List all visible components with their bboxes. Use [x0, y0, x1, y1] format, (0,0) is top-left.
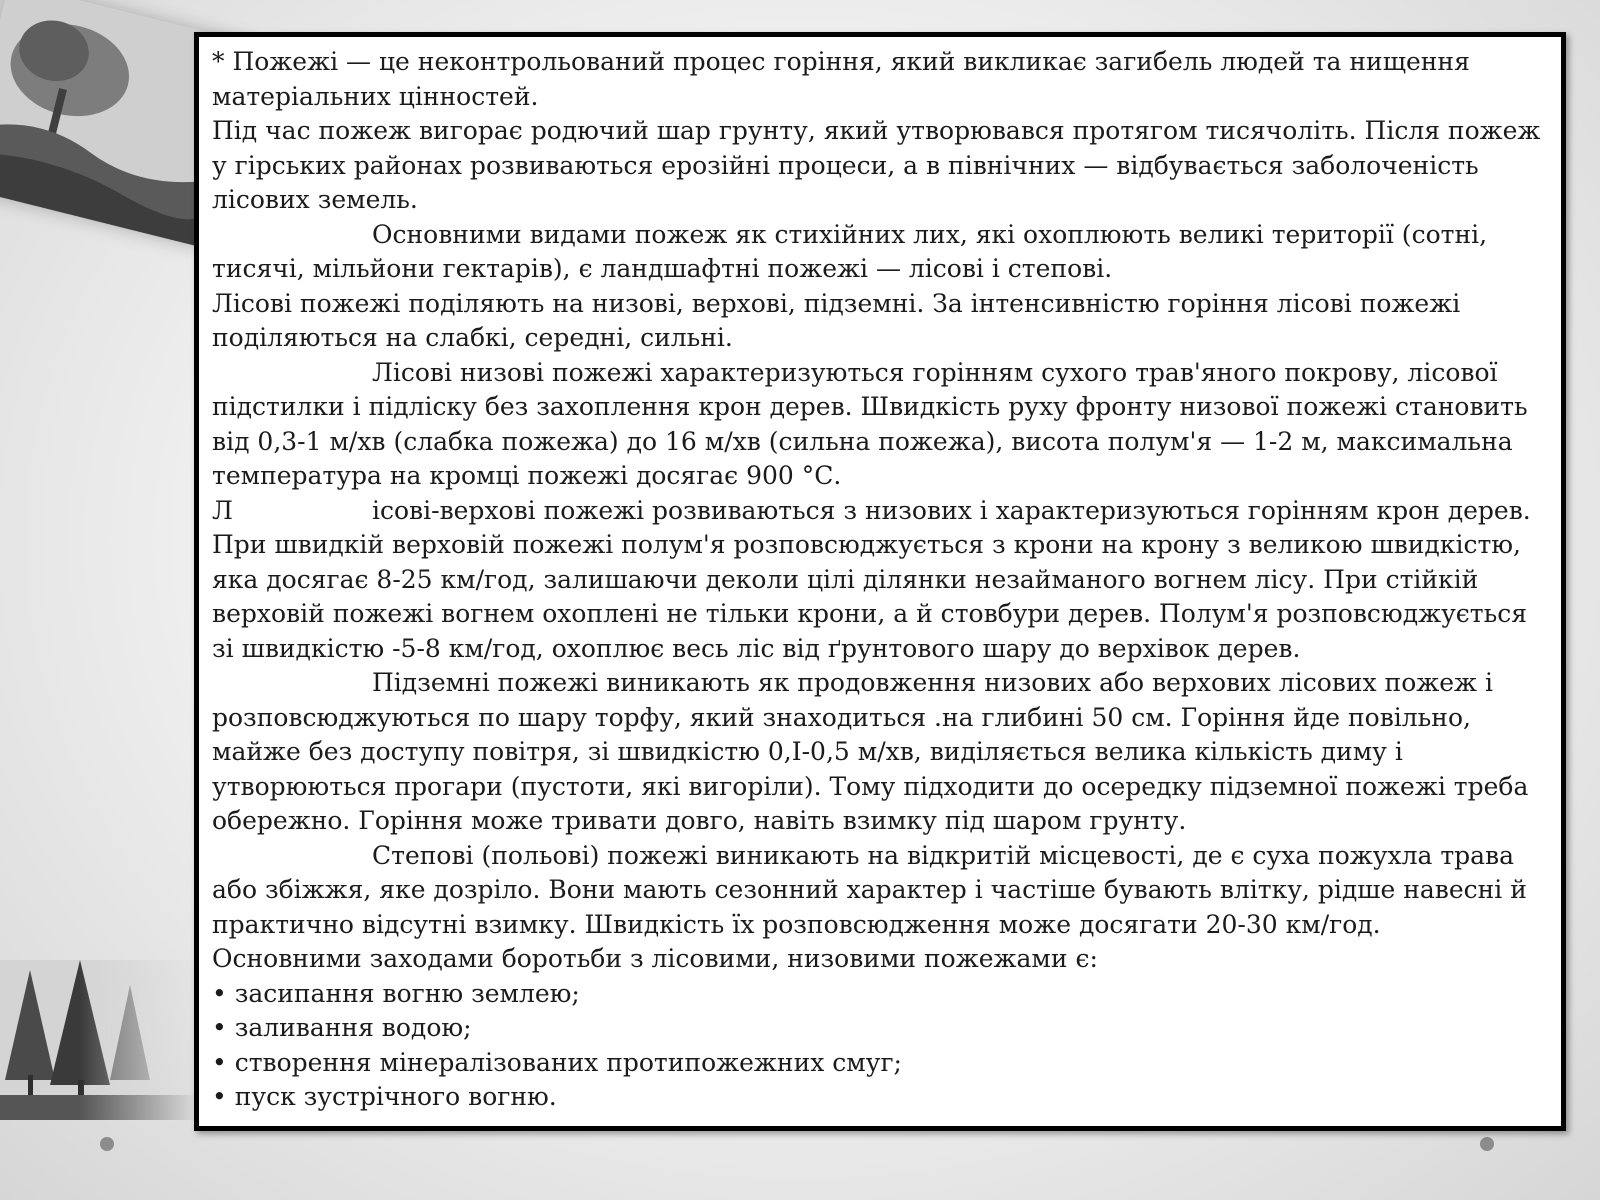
paragraph-text: Лісові пожежі поділяють на низові, верхові, підземні. За інтенсивністю горіння лісові пожежі поділяються на слабкі, середні, сильні. [212, 288, 1469, 352]
paragraph-ground-fires [212, 356, 1551, 494]
paragraph-text: Основними заходами боротьби з лісовими, низовими пожежами є: [212, 944, 1098, 973]
slide-dot-right [1480, 1137, 1494, 1151]
paragraph-text: Степові (польові) пожежі виникають на відкритій місцевості, де є суха пожухла трава або збіжжя, яке дозріло. Вони мають сезонний характер і частіше бувають влітку, рідше навесні й практично відсутні взимку. Швидкість їх розповсюдження може досягати 20-30 км/год. [212, 840, 1535, 939]
paragraph-underground-fires [212, 666, 1551, 839]
forest-photo-bottom-art [0, 960, 200, 1120]
paragraph-definition [212, 45, 1551, 114]
paragraph-crown-fires [212, 494, 1551, 667]
paragraph-measures-intro [212, 942, 1551, 977]
slide-dot-left [100, 1137, 114, 1151]
paragraph-text: * Пожежі — це неконтрольований процес горіння, який викликає загибель людей та нищення матеріальних цінностей. [212, 47, 1478, 111]
paragraph-text: Лісові низові пожежі характеризуються горінням сухого трав'яного покрову, лісової підстилки і підліску без захоплення крон дерев. Швидкість руху фронту низової пожежі становить від 0,3-1 м/хв (слабка пожежа) до 16 м/хв (сильна пожежа), висота полум'я — 1-2 м, максимальна температура на кромці пожежі досягає 900 °С. [212, 357, 1536, 490]
paragraph-forest-classes [212, 287, 1551, 356]
bullet-item: • пуск зустрічного вогню. [212, 1082, 557, 1111]
paragraph-text: Основними видами пожеж як стихійних лих, які охоплюють великі території (сотні, тисячі, мільйони гектарів), є ландшафтні пожежі — лісові і степові. [212, 219, 1496, 283]
paragraph-types [212, 218, 1551, 287]
content-text-box [194, 32, 1566, 1131]
bullet-item: • засипання вогню землею; [212, 978, 580, 1008]
bullet-item: • створення мінералізованих протипожежних смуг; [212, 1047, 902, 1077]
bullet-item: • заливання водою; [212, 1013, 472, 1042]
paragraph-lead-letter: Л [212, 495, 233, 525]
paragraph-soil [212, 114, 1551, 218]
paragraph-text: Підземні пожежі виникають як продовження низових або верхових лісових пожеж і розповсюджуються по шару торфу, який знаходиться .на глибині 50 см. Горіння йде повільно, майже без доступу повітря, зі швидкістю 0,І-0,5 м/хв, виділяється велика кількість диму і утворюються прогари (пустоти, які вигоріли). Тому підходити до осередку підземної пожежі треба обережно. Горіння може тривати довго, навіть взимку під шаром грунту. [212, 668, 1537, 835]
paragraph-steppe-fires [212, 839, 1551, 943]
forest-photo-bottom [0, 960, 200, 1120]
paragraph-text: Під час пожеж вигорає родючий шар грунту, який утворювався протягом тисячоліть. Після пожеж у гірських районах розвиваються ерозійні процеси, а в північних — відбувається заболоченість лісових земель. [212, 116, 1549, 214]
paragraph-text: ісові-верхові пожежі розвиваються з низових і характеризуються горінням крон дерев. При швидкій верховій пожежі полум'я розповсюджується з крони на крону з великою швидкістю, яка досягає 8-25 км/год, залишаючи деколи цілі ділянки незайманого вогнем лісу. При стійкій верховій пожежі вогнем охоплені не тільки крони, а й стовбури дерев. Полум'я розповсюджується зі швидкістю -5-8 км/год, охоплює весь ліс від ґрунтового шару до верхівок дерев. [212, 495, 1539, 663]
